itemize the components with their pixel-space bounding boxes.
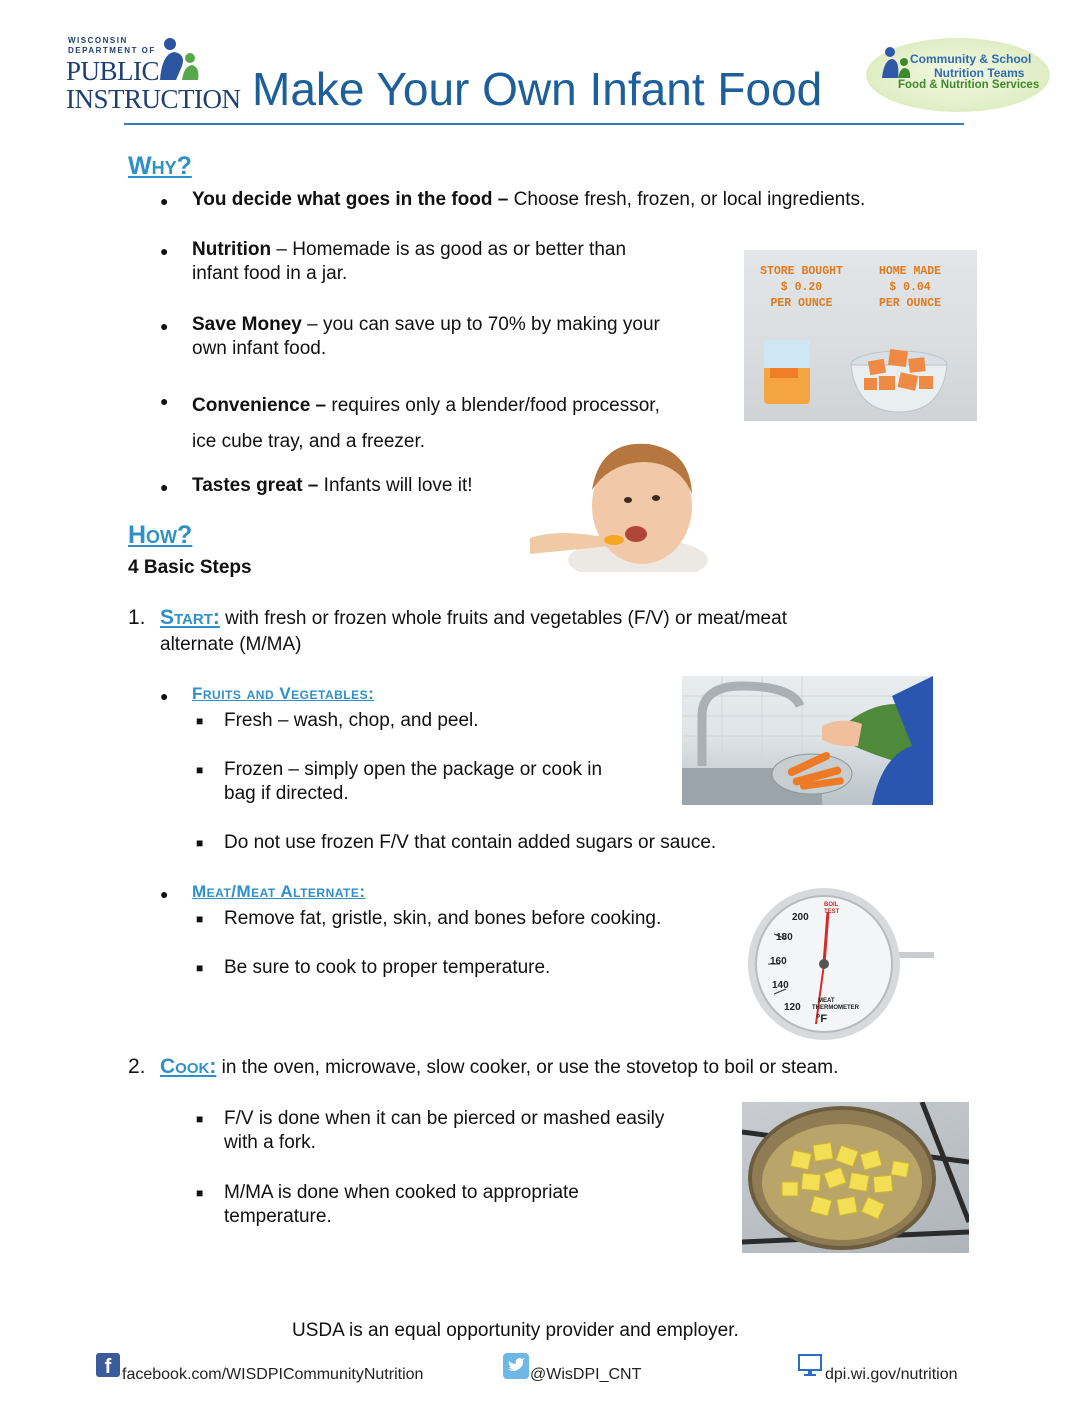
why-item-3 xyxy=(192,313,660,361)
cooking-pot-photo xyxy=(742,1102,969,1253)
why-bullet-5: ● xyxy=(160,479,169,495)
twitter-icon[interactable] xyxy=(503,1353,529,1379)
step2-number: 2. xyxy=(128,1055,146,1078)
thermo-label1: MEAT xyxy=(818,998,835,1004)
facebook-icon[interactable]: f xyxy=(96,1353,120,1377)
why-item-4-bold: Convenience – xyxy=(192,395,327,416)
meat-item-2: Be sure to cook to proper temperature. xyxy=(224,957,551,978)
meat-bullet: ● xyxy=(160,886,169,902)
cook-item-2-cont: temperature. xyxy=(224,1206,332,1227)
cook-item-1: F/V is done when it can be pierced or mashed easily xyxy=(224,1108,665,1129)
why-bullet-1: ● xyxy=(160,193,169,209)
fv-square-1: ■ xyxy=(196,714,204,728)
why-item-2-bold: Nutrition xyxy=(192,239,272,260)
why-item-2-text2: infant food in a jar. xyxy=(192,263,348,284)
computer-monitor-icon[interactable] xyxy=(798,1354,822,1378)
thermo-tick-120: 120 xyxy=(784,1002,801,1013)
cnt-logo-figures-icon xyxy=(880,46,912,80)
thermo-tick-160: 160 xyxy=(770,956,787,967)
step2-line1 xyxy=(160,1055,838,1080)
why-item-1-bold: You decide what goes in the food – xyxy=(192,189,509,210)
fv-item-2: Frozen – simply open the package or cook in xyxy=(224,759,603,780)
title-divider xyxy=(124,123,964,125)
website-link[interactable]: dpi.wi.gov/nutrition xyxy=(825,1366,958,1383)
page-title: Make Your Own Infant Food xyxy=(252,63,823,115)
dpi-logo-figures-icon xyxy=(152,36,204,82)
why-bullet-4: ● xyxy=(160,393,169,409)
how-heading: How? xyxy=(128,521,193,549)
dpi-logo-line3: PUBLIC xyxy=(66,56,160,86)
cook-item-2: M/MA is done when cooked to appropriate xyxy=(224,1182,579,1203)
why-item-2-text: – Homemade is as good as or better than xyxy=(271,239,627,260)
why-item-4-text: requires only a blender/food processor, xyxy=(326,395,660,416)
cnt-logo xyxy=(866,38,1050,112)
dpi-logo xyxy=(66,36,241,114)
why-bullet-2: ● xyxy=(160,243,169,259)
step1-label: Start: xyxy=(160,606,220,629)
thermo-unit: °F xyxy=(816,1013,828,1025)
how-subheading: 4 Basic Steps xyxy=(128,557,252,578)
cooking-pot-illustration xyxy=(742,1102,969,1253)
cnt-logo-line2: Nutrition Teams xyxy=(934,66,1025,80)
meat-item-1: Remove fat, gristle, skin, and bones before cooking. xyxy=(224,908,662,929)
washing-vegetables-illustration xyxy=(682,676,933,805)
fv-square-2: ■ xyxy=(196,763,204,777)
facebook-link[interactable]: facebook.com/WISDPICommunityNutrition xyxy=(122,1366,424,1383)
why-item-3-text: – you can save up to 70% by making your xyxy=(301,314,660,335)
step1-line2: alternate (M/MA) xyxy=(160,634,302,655)
fv-heading: Fruits and Vegetables: xyxy=(192,684,375,703)
jar-and-bowl-illustration xyxy=(744,320,977,421)
step1-number: 1. xyxy=(128,606,146,629)
cook-item-1-cont: with a fork. xyxy=(224,1132,316,1153)
why-heading: Why? xyxy=(128,152,192,180)
monitor-glyph xyxy=(798,1354,822,1378)
why-item-3-text2: own infant food. xyxy=(192,338,327,359)
cnt-logo-line1: Community & School xyxy=(910,52,1032,66)
meat-square-2: ■ xyxy=(196,961,204,975)
why-item-1-text: Choose fresh, frozen, or local ingredients. xyxy=(508,189,866,210)
why-item-5-bold: Tastes great – xyxy=(192,475,319,496)
cnt-logo-line3: Food & Nutrition Services xyxy=(898,79,1040,91)
thermo-top-label2: TEST xyxy=(824,909,840,915)
dpi-logo-line2: DEPARTMENT OF xyxy=(68,46,156,55)
why-item-3-bold: Save Money xyxy=(192,314,302,335)
meat-heading: Meat/Meat Alternate: xyxy=(192,882,366,901)
meat-thermometer-illustration xyxy=(746,884,936,1044)
thermo-tick-200: 200 xyxy=(792,912,809,923)
fv-item-2-cont: bag if directed. xyxy=(224,783,349,804)
fv-item-1: Fresh – wash, chop, and peel. xyxy=(224,710,479,731)
fv-item-3: Do not use frozen F/V that contain added sugars or sauce. xyxy=(224,832,717,853)
store-bought-label: STORE BOUGHT $ 0.20 PER OUNCE xyxy=(760,265,843,310)
price-comparison-photo xyxy=(744,250,977,421)
meat-thermometer-photo xyxy=(746,884,936,1044)
why-item-2 xyxy=(192,238,626,286)
why-item-5-text: Infants will love it! xyxy=(318,475,473,496)
thermo-tick-140: 140 xyxy=(772,980,789,991)
step1-line1 xyxy=(160,606,787,631)
thermo-label2: THERMOMETER xyxy=(812,1005,859,1011)
baby-eating-illustration xyxy=(530,434,708,572)
fv-square-3: ■ xyxy=(196,836,204,850)
why-item-4-text2: ice cube tray, and a freezer. xyxy=(192,431,426,452)
cook-square-1: ■ xyxy=(196,1112,204,1126)
home-made-label: HOME MADE $ 0.04 PER OUNCE xyxy=(878,265,942,310)
step2-label: Cook: xyxy=(160,1055,217,1078)
why-item-1 xyxy=(192,188,865,212)
cook-square-2: ■ xyxy=(196,1186,204,1200)
why-item-5 xyxy=(192,474,473,498)
step2-text: in the oven, microwave, slow cooker, or use the stovetop to boil or steam. xyxy=(216,1057,839,1078)
thermo-top-label1: BOIL xyxy=(824,902,839,908)
step1-text: with fresh or frozen whole fruits and vegetables (F/V) or meat/meat xyxy=(219,608,787,629)
meat-square-1: ■ xyxy=(196,912,204,926)
why-bullet-3: ● xyxy=(160,318,169,334)
dpi-logo-line1: WISCONSIN xyxy=(68,36,128,45)
thermo-tick-180: 180 xyxy=(776,932,793,943)
twitter-bird-icon xyxy=(503,1353,529,1379)
twitter-link[interactable]: @WisDPI_CNT xyxy=(530,1366,642,1383)
dpi-logo-line4: INSTRUCTION xyxy=(66,84,241,114)
baby-eating-photo xyxy=(530,434,708,572)
fv-bullet: ● xyxy=(160,688,169,704)
usda-statement: USDA is an equal opportunity provider and employer. xyxy=(292,1320,739,1341)
washing-vegetables-photo xyxy=(682,676,933,805)
